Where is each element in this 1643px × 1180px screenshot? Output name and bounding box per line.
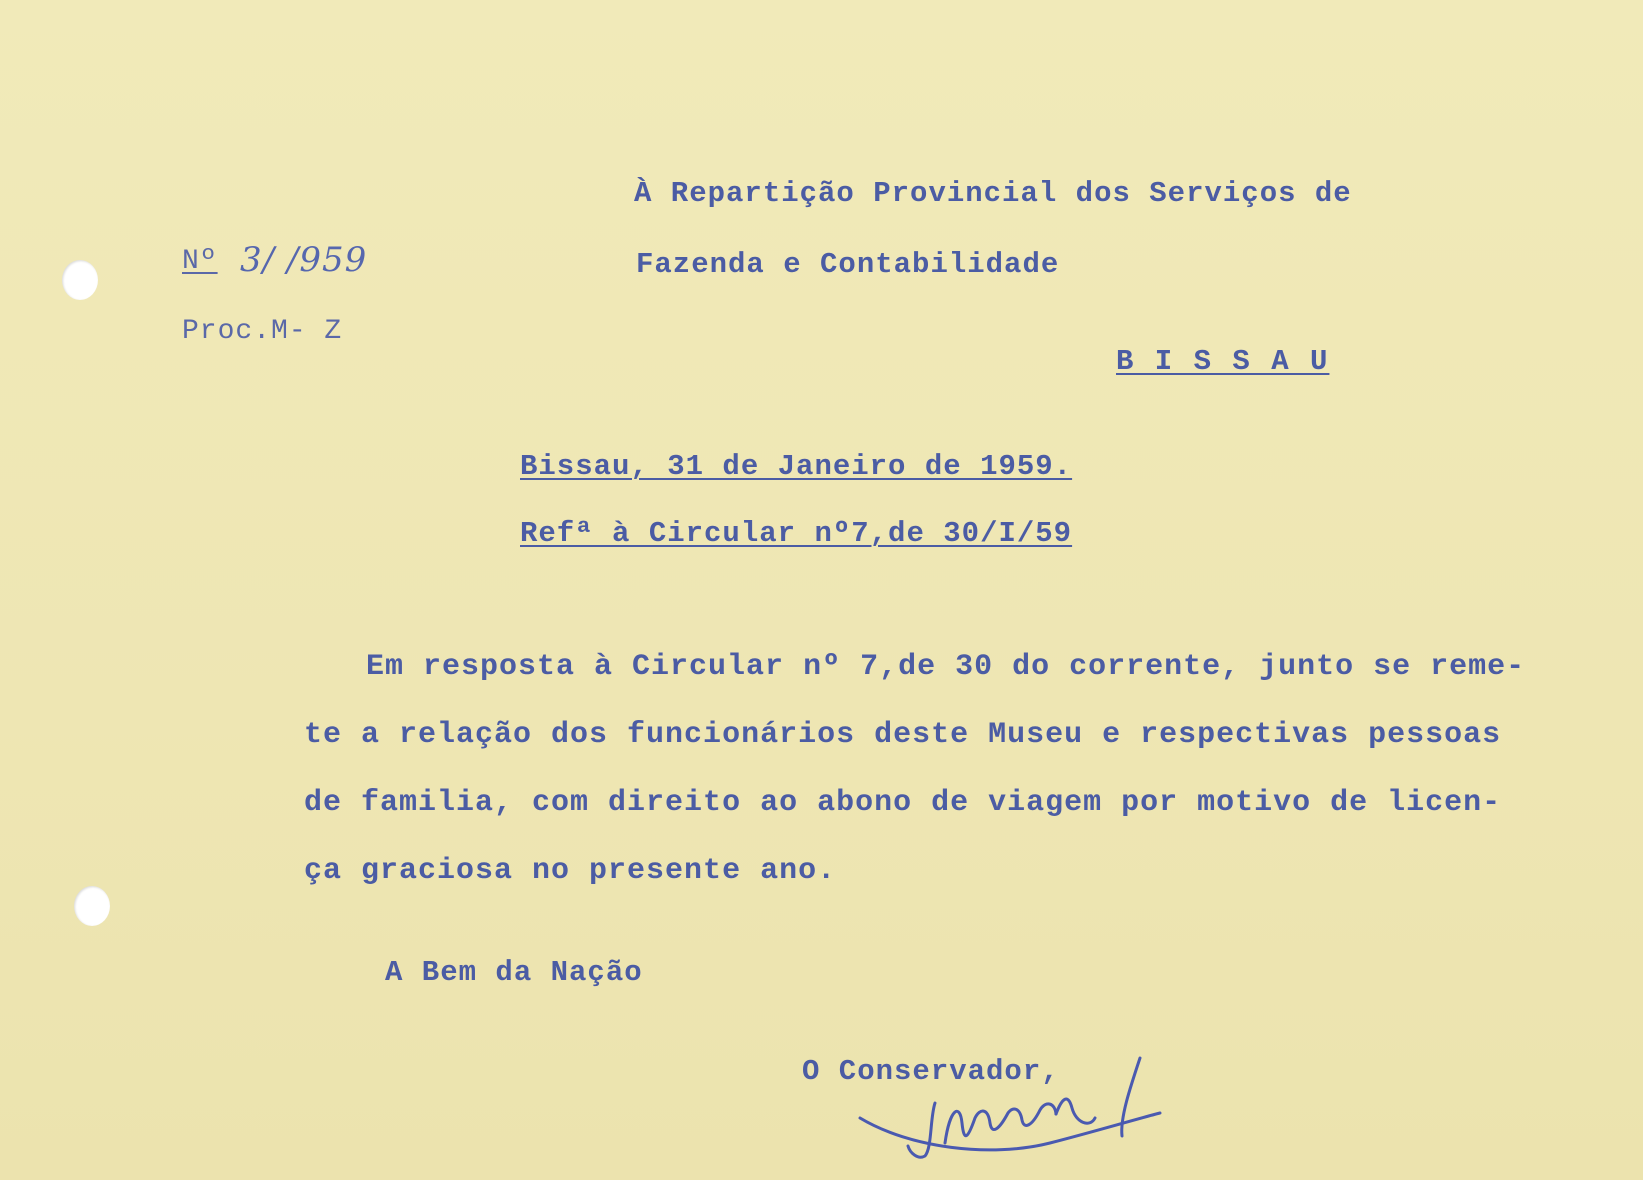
reference-number-label: Nº xyxy=(182,246,218,277)
reference-number-handwritten: 3/ /959 xyxy=(240,240,368,280)
closing-salutation: A Bem da Nação xyxy=(385,956,643,989)
circular-reference: Refª à Circular nº7,de 30/I/59 xyxy=(520,517,1073,550)
process-reference: Proc.M- Z xyxy=(182,316,343,347)
punch-hole-top xyxy=(62,260,98,300)
recipient-city: B I S S A U xyxy=(1116,345,1330,378)
signatory-title: O Conservador, xyxy=(802,1055,1060,1088)
punch-hole-bottom xyxy=(74,886,110,926)
recipient-line-2: Fazenda e Contabilidade xyxy=(636,248,1060,281)
signature-image xyxy=(850,1048,1180,1168)
body-line-2: te a relação dos funcionários deste Museu e respectivas pessoas xyxy=(304,718,1502,752)
date-line: Bissau, 31 de Janeiro de 1959. xyxy=(520,450,1073,483)
body-line-4: ça graciosa no presente ano. xyxy=(304,854,837,888)
recipient-line-1: À Repartição Provincial dos Serviços de xyxy=(634,177,1352,210)
body-line-1: Em resposta à Circular nº 7,de 30 do corrente, junto se reme- xyxy=(366,650,1526,684)
body-line-3: de familia, com direito ao abono de viagem por motivo de licen- xyxy=(304,786,1502,820)
